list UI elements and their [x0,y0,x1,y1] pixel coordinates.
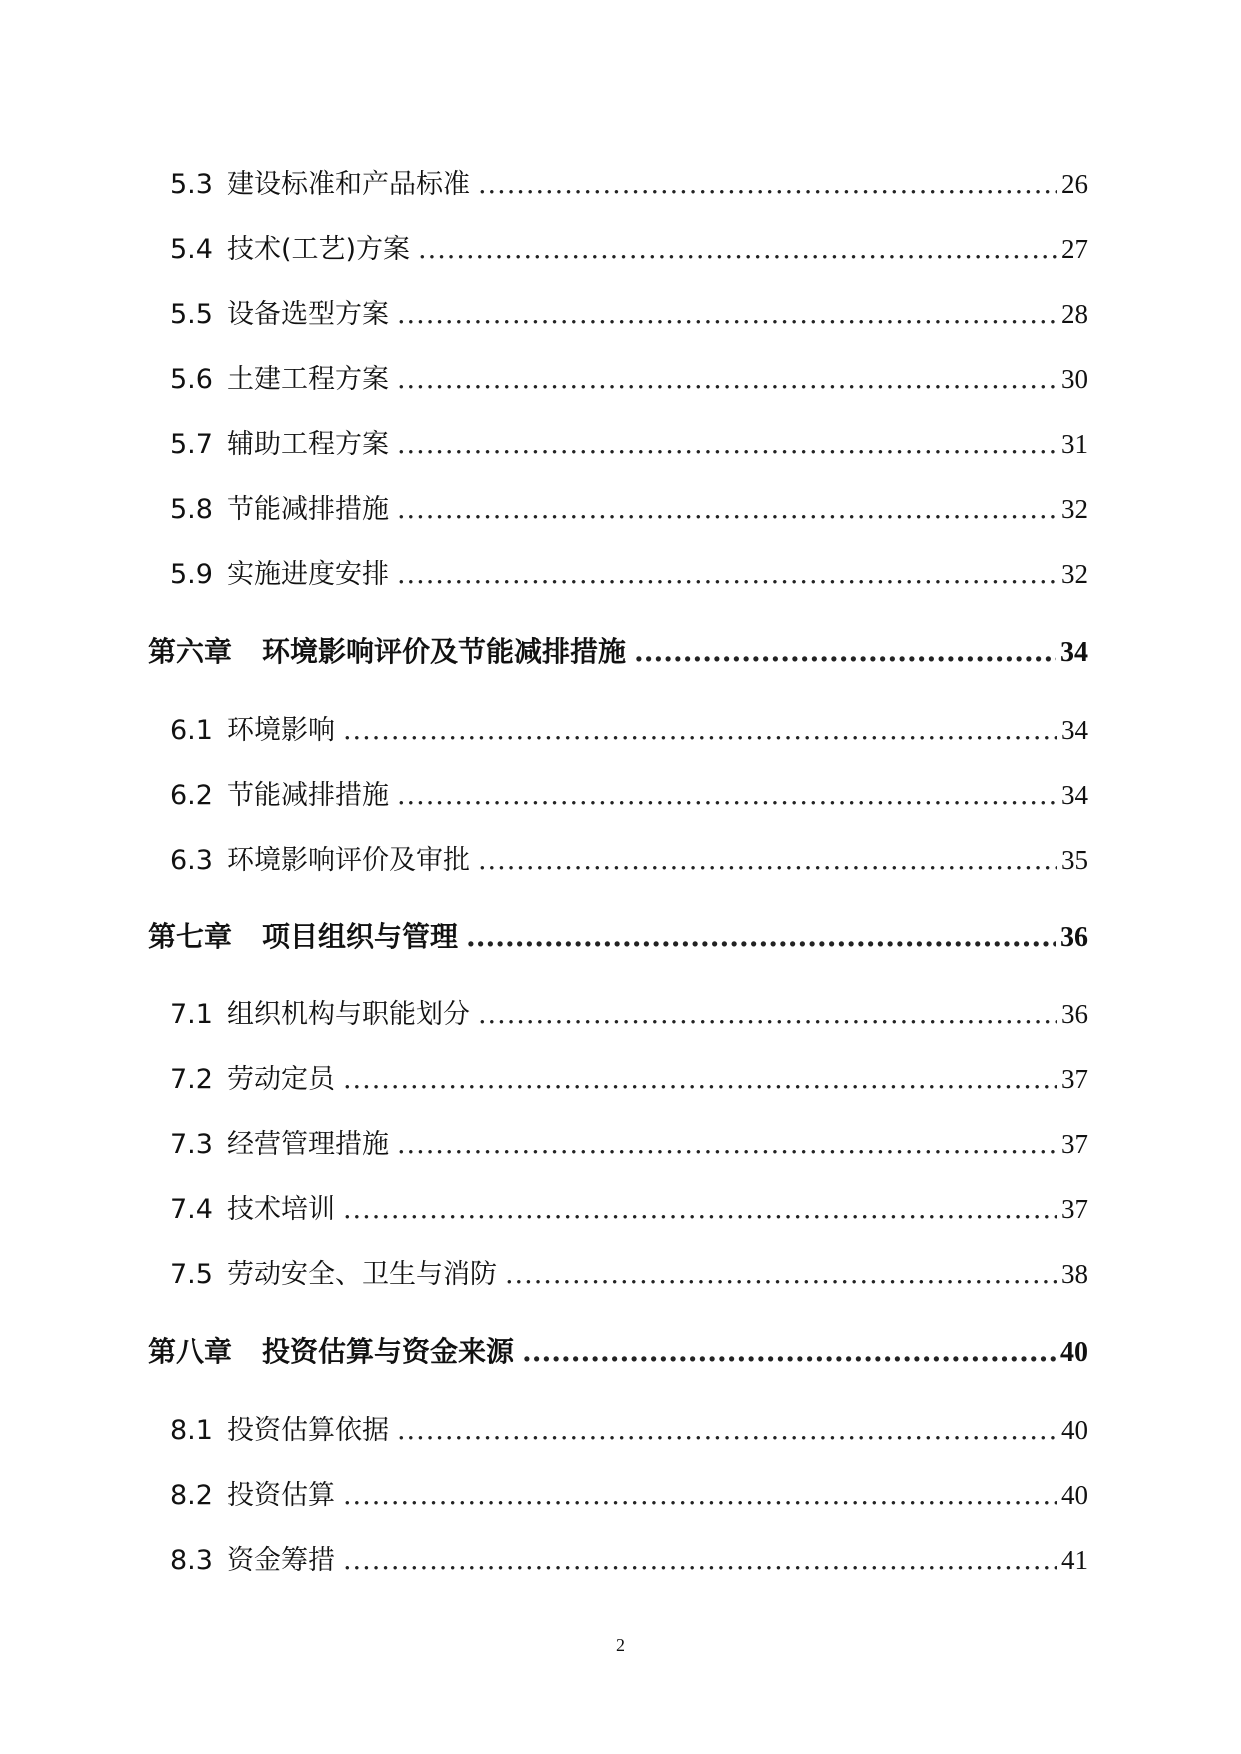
toc-entry-number: 6.3 [170,845,213,876]
toc-entry-number: 6.2 [170,780,213,811]
toc-entry-5-3[interactable] [170,162,1088,201]
dot-leader [397,1129,1057,1160]
toc-chapter-number: 第七章 [148,920,233,953]
toc-entry-8-2[interactable] [170,1473,1088,1512]
toc-entry-page: 32 [1061,494,1088,524]
toc-entry-title: 土建工程方案 [226,364,389,395]
toc-entry-title: 劳动定员 [226,1064,335,1095]
toc-chapter-page: 40 [1060,1337,1088,1368]
toc-entry-title: 实施进度安排 [226,559,389,590]
dot-leader [397,299,1057,330]
toc-entry-5-8[interactable] [170,487,1088,526]
toc-entry-8-3[interactable] [170,1538,1088,1577]
toc-entry-number: 7.5 [170,1259,213,1290]
toc-entry-number: 5.5 [170,299,213,330]
page-footer [0,1635,1241,1656]
toc-chapter-title: 环境影响评价及节能减排措施 [262,635,627,668]
toc-entry-6-1[interactable] [170,708,1088,747]
toc-entry-title: 环境影响 [226,715,335,746]
dot-leader [397,780,1057,811]
toc-entry-page: 28 [1061,299,1088,329]
dot-leader [522,1335,1056,1368]
toc-entry-7-4[interactable] [170,1187,1088,1226]
dot-leader [343,1064,1057,1095]
toc-entry-number: 7.3 [170,1129,213,1160]
toc-entry-5-6[interactable] [170,357,1088,396]
toc-entry-title: 投资估算依据 [226,1415,389,1446]
toc-entry-page: 31 [1061,429,1088,459]
toc-entry-page: 34 [1061,780,1088,810]
toc-entry-number: 8.2 [170,1480,213,1511]
toc-entry-number: 8.1 [170,1415,213,1446]
toc-chapter-6[interactable] [148,630,1088,670]
toc-chapter-page: 34 [1060,637,1088,668]
dot-leader [634,635,1056,668]
toc-entry-page: 41 [1061,1545,1088,1575]
toc-entry-6-2[interactable] [170,773,1088,812]
toc-entry-number: 7.4 [170,1194,213,1225]
toc-entry-number: 6.1 [170,715,213,746]
toc-entry-title: 组织机构与职能划分 [226,999,470,1030]
toc-entry-number: 7.1 [170,999,213,1030]
page-number: 2 [616,1635,625,1655]
toc-entry-number: 5.4 [170,234,213,265]
toc-entry-5-9[interactable] [170,552,1088,591]
toc-entry-title: 投资估算 [226,1480,335,1511]
dot-leader [478,169,1057,200]
toc-entry-title: 环境影响评价及审批 [226,845,470,876]
toc-entry-page: 37 [1061,1194,1088,1224]
toc-entry-5-5[interactable] [170,292,1088,331]
toc-entry-page: 26 [1061,169,1088,199]
dot-leader [343,1545,1057,1576]
toc-entry-number: 8.3 [170,1545,213,1576]
toc-entry-5-7[interactable] [170,422,1088,461]
toc-entry-page: 27 [1061,234,1088,264]
dot-leader [397,559,1057,590]
toc-entry-7-1[interactable] [170,992,1088,1031]
toc-entry-number: 5.8 [170,494,213,525]
toc-entry-number: 5.3 [170,169,213,200]
toc-chapter-number: 第八章 [148,1335,233,1368]
toc-entry-page: 32 [1061,559,1088,589]
toc-chapter-7[interactable] [148,915,1088,955]
toc-entry-7-3[interactable] [170,1122,1088,1161]
toc-entry-page: 40 [1061,1480,1088,1510]
toc-entry-title: 设备选型方案 [226,299,389,330]
toc-entry-7-2[interactable] [170,1057,1088,1096]
toc-entry-page: 38 [1061,1259,1088,1289]
toc-chapter-page: 36 [1060,922,1088,953]
dot-leader [343,715,1057,746]
toc-entry-number: 5.9 [170,559,213,590]
dot-leader [418,234,1057,265]
toc-entry-title: 节能减排措施 [226,494,389,525]
toc-entry-5-4[interactable] [170,227,1088,266]
toc-entry-page: 34 [1061,715,1088,745]
toc-entry-page: 35 [1061,845,1088,875]
dot-leader [343,1194,1057,1225]
dot-leader [466,920,1056,953]
toc-entry-number: 7.2 [170,1064,213,1095]
toc-chapter-title: 项目组织与管理 [262,920,459,953]
toc-entry-title: 建设标准和产品标准 [226,169,470,200]
dot-leader [397,494,1057,525]
toc-entry-title: 技术(工艺)方案 [226,234,411,265]
toc-entry-7-5[interactable] [170,1252,1088,1291]
toc-entry-page: 37 [1061,1129,1088,1159]
dot-leader [478,999,1057,1030]
toc-entry-number: 5.6 [170,364,213,395]
toc-entry-title: 节能减排措施 [226,780,389,811]
toc-entry-page: 40 [1061,1415,1088,1445]
toc-entry-title: 劳动安全、卫生与消防 [226,1259,497,1290]
toc-chapter-8[interactable] [148,1330,1088,1370]
toc-entry-title: 辅助工程方案 [226,429,389,460]
toc-entry-number: 5.7 [170,429,213,460]
dot-leader [505,1259,1057,1290]
toc-entry-8-1[interactable] [170,1408,1088,1447]
dot-leader [397,364,1057,395]
dot-leader [478,845,1057,876]
dot-leader [343,1480,1057,1511]
toc-entry-title: 资金筹措 [226,1545,335,1576]
dot-leader [397,1415,1057,1446]
toc-entry-page: 37 [1061,1064,1088,1094]
toc-chapter-title: 投资估算与资金来源 [262,1335,515,1368]
toc-entry-page: 36 [1061,999,1088,1029]
toc-entry-title: 经营管理措施 [226,1129,389,1160]
toc-entry-page: 30 [1061,364,1088,394]
toc-chapter-number: 第六章 [148,635,233,668]
toc-entry-title: 技术培训 [226,1194,335,1225]
dot-leader [397,429,1057,460]
toc-entry-6-3[interactable] [170,838,1088,877]
